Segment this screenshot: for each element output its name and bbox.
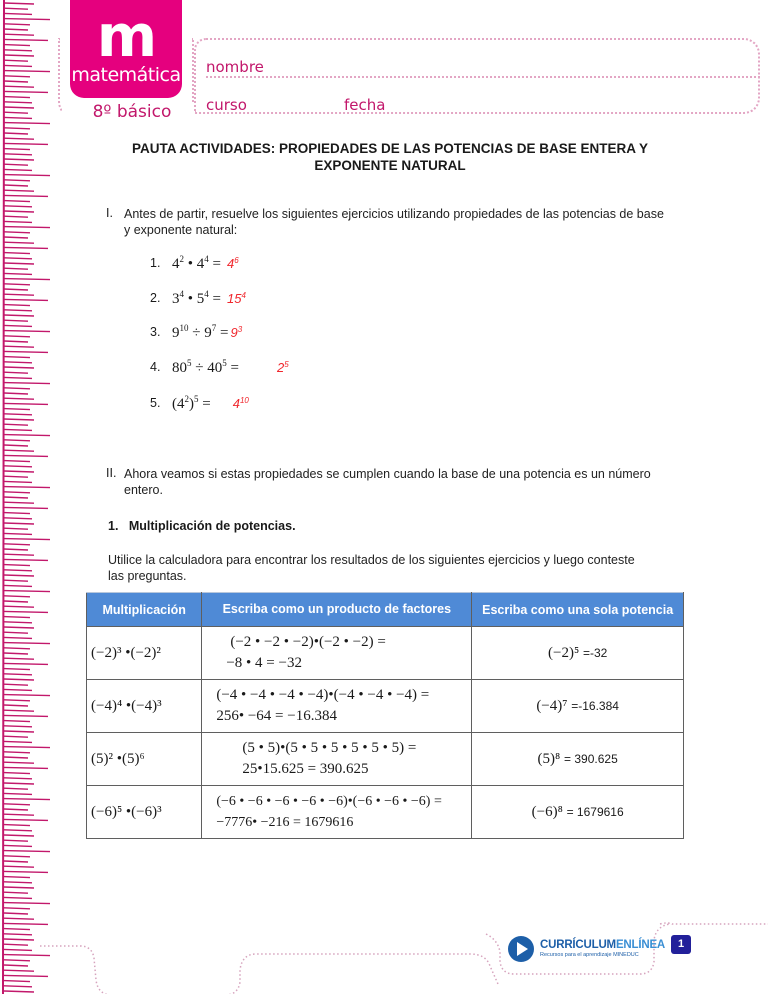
- table-header-row: [87, 593, 684, 627]
- table-row: [87, 680, 684, 733]
- exercise-2: 2. $3^4$ • $5^4$ = $15^4$: [150, 288, 246, 307]
- logo-subject: matemática: [71, 64, 181, 86]
- section-1-instruction: Antes de partir, resuelve los siguientes ejercicios utilizando propiedades de las potencias de base y exponente natural:: [124, 207, 664, 237]
- exercise-answer: $9^3$: [230, 324, 243, 340]
- column-header: Escriba como un producto de factores: [202, 593, 472, 627]
- exercise-3: 3. $9^{10} \div 9^7$ = $9^3$: [150, 322, 243, 341]
- section-2-numeral: II.: [106, 466, 117, 480]
- multiplication-cell: (5)² •(5)⁶: [87, 733, 202, 786]
- curriculum-en-linea-logo[interactable]: CURRÍCULUMENLÍNEA Recursos para el aprendizaje MINEDUC: [508, 936, 665, 962]
- exercise-answer: $4^{10}$: [232, 395, 249, 411]
- exercise-4: 4. $80^5 \div 40^5$ = $2^5$: [150, 357, 289, 376]
- grade-label: 8º básico: [62, 102, 202, 122]
- spiral-binding-decoration: [0, 0, 60, 994]
- exercise-5: 5. $(4^2)^5$ = $4^{10}$: [150, 393, 249, 412]
- page-title: PAUTA ACTIVIDADES: PROPIEDADES DE LAS POTENCIAS DE BASE ENTERA Y EXPONENTE NATURAL: [131, 141, 649, 173]
- subsection-instruction: Utilice la calculadora para encontrar los resultados de los siguientes ejercicios y luego conteste las preguntas.: [108, 553, 635, 583]
- multiplication-cell: (−2)³ •(−2)²: [87, 627, 202, 680]
- multiplication-cell: (−4)⁴ •(−4)³: [87, 680, 202, 733]
- date-label: fecha: [344, 96, 386, 114]
- exercise-answer: $2^5$: [276, 359, 289, 375]
- exercise-expression: $3^4$ • $5^4$ =: [172, 288, 221, 307]
- section-2-intro: Ahora veamos si estas propiedades se cumplen cuando la base de una potencia es un número entero.: [124, 467, 651, 497]
- product-cell: (−4 • −4 • −4 • −4)•(−4 • −4 • −4) = 256• −64 = −16.384: [202, 680, 472, 733]
- multiplication-table: [86, 592, 684, 839]
- subsection-heading: 1. Multiplicación de potencias.: [108, 519, 296, 533]
- section-1-numeral: I.: [106, 206, 113, 220]
- product-cell: (−2 • −2 • −2)•(−2 • −2) = −8 • 4 = −32: [202, 627, 472, 680]
- play-arrow-icon: [508, 936, 534, 962]
- logo-letter: m: [96, 2, 156, 70]
- product-cell: (−6 • −6 • −6 • −6 • −6)•(−6 • −6 • −6) = −7776• −216 = 1679616: [202, 786, 472, 839]
- column-header: Escriba como una sola potencia: [472, 593, 684, 627]
- column-header: Multiplicación: [87, 593, 202, 627]
- subject-logo: [70, 0, 182, 98]
- exercise-expression: $80^5 \div 40^5$ =: [172, 357, 239, 376]
- table-row: [87, 733, 684, 786]
- exercise-expression: $(4^2)^5$ =: [172, 393, 211, 412]
- product-cell: (5 • 5)•(5 • 5 • 5 • 5 • 5 • 5) = 25•15.625 = 390.625: [202, 733, 472, 786]
- name-label: nombre: [206, 58, 264, 76]
- exercise-expression: $9^{10} \div 9^7$ =: [172, 322, 229, 341]
- page-number-badge: 1: [671, 935, 691, 954]
- power-cell: (5)⁸ = 390.625: [472, 733, 684, 786]
- power-cell: (−6)⁸ = 1679616: [472, 786, 684, 839]
- exercise-expression: $4^2$ • $4^4$ =: [172, 253, 221, 272]
- multiplication-cell: (−6)⁵ •(−6)³: [87, 786, 202, 839]
- name-field-line[interactable]: [206, 76, 760, 78]
- table-row: [87, 627, 684, 680]
- power-cell: (−4)⁷ =-16.384: [472, 680, 684, 733]
- exercise-1: 1. $4^2$ • $4^4$ = $4^6$: [150, 253, 239, 272]
- course-label: curso: [206, 96, 247, 114]
- table-row: [87, 786, 684, 839]
- exercise-answer: $4^6$: [226, 255, 239, 271]
- exercise-answer: $15^4$: [226, 290, 246, 306]
- power-cell: (−2)⁵ =-32: [472, 627, 684, 680]
